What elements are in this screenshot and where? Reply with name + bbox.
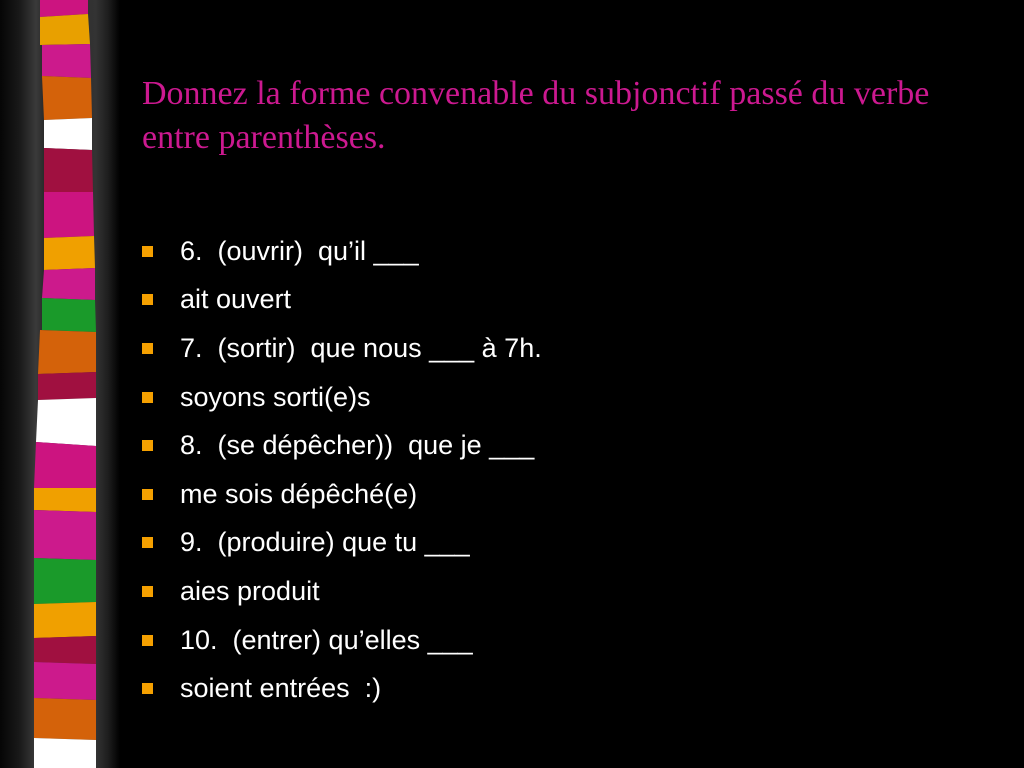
square-bullet-icon (142, 343, 153, 354)
list-item (142, 616, 542, 665)
stripe-8 (44, 236, 95, 270)
list-item (142, 664, 542, 713)
list-item (142, 519, 542, 568)
stripe-10 (42, 298, 96, 332)
stripe-22 (34, 738, 96, 768)
list-item (142, 470, 542, 519)
stripe-9 (42, 268, 95, 300)
square-bullet-icon (142, 392, 153, 403)
stripe-14 (34, 442, 96, 488)
list-item-text: 9. (produire) que tu ___ (180, 527, 470, 558)
stripe-20 (34, 662, 96, 700)
stripe-7 (44, 192, 94, 238)
list-item (142, 324, 542, 373)
square-bullet-icon (142, 586, 153, 597)
stripe-16 (34, 510, 96, 560)
stripe-6 (44, 148, 93, 192)
list-item-text: 6. (ouvrir) qu’il ___ (180, 235, 419, 266)
list-item-text: me sois dépêché(e) (180, 478, 418, 509)
list-item-text: aies produit (180, 575, 320, 606)
square-bullet-icon (142, 489, 153, 500)
stripe-3 (42, 44, 91, 78)
bullet-list (142, 227, 542, 713)
square-bullet-icon (142, 537, 153, 548)
square-bullet-icon (142, 683, 153, 694)
list-item-text: 8. (se dépêcher)) que je ___ (180, 430, 535, 461)
stripe-13 (36, 398, 96, 446)
square-bullet-icon (142, 294, 153, 305)
list-item (142, 373, 542, 422)
list-item (142, 567, 542, 616)
list-item-text: ait ouvert (180, 284, 292, 315)
stripe-12 (38, 372, 96, 400)
stripe-11 (38, 330, 96, 374)
stripe-2 (40, 14, 90, 45)
decorative-stripe-column (0, 0, 120, 768)
stripe-17 (34, 558, 96, 604)
stripe-5 (44, 118, 92, 150)
stripe-graphic (0, 0, 120, 768)
list-item-text: 10. (entrer) qu’elles ___ (180, 624, 473, 655)
stripe-21 (34, 698, 96, 740)
list-item (142, 227, 542, 276)
list-item-text: 7. (sortir) que nous ___ à 7h. (180, 332, 542, 363)
stripe-19 (34, 636, 96, 664)
list-item-text: soient entrées :) (180, 673, 382, 704)
stripe-18 (34, 602, 96, 638)
list-item (142, 421, 542, 470)
square-bullet-icon (142, 246, 153, 257)
stripe-15 (34, 488, 96, 512)
square-bullet-icon (142, 440, 153, 451)
list-item-text: soyons sorti(e)s (180, 381, 371, 412)
slide-title: Donnez la forme convenable du subjonctif passé du verbe entre parenthèses. (142, 75, 930, 156)
list-item (142, 276, 542, 325)
stripe-4 (42, 76, 92, 120)
square-bullet-icon (142, 635, 153, 646)
